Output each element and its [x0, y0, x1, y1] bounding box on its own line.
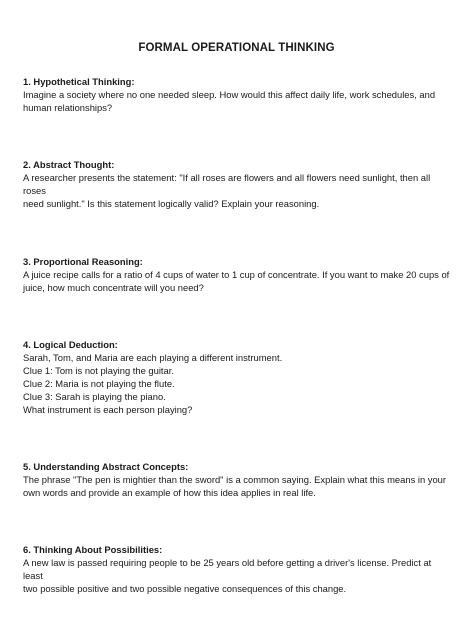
- question-heading: 3. Proportional Reasoning:: [23, 256, 143, 267]
- question-5: [23, 460, 450, 499]
- question-body: [23, 268, 450, 294]
- question-6: [23, 543, 450, 595]
- clue-line: Clue 1: Tom is not playing the guitar.: [23, 365, 174, 376]
- question-body: [23, 351, 450, 416]
- clue-line: Clue 3: Sarah is playing the piano.: [23, 391, 166, 402]
- clue-line: Clue 2: Maria is not playing the flute.: [23, 378, 175, 389]
- question-heading: 2. Abstract Thought:: [23, 159, 115, 170]
- question-heading: 4. Logical Deduction:: [23, 339, 118, 350]
- question-text-line: Sarah, Tom, and Maria are each playing a different instrument.: [23, 352, 283, 363]
- question-body: [23, 171, 450, 210]
- question-text-line: juice, how much concentrate will you need?: [23, 282, 204, 293]
- question-text-line: two possible positive and two possible negative consequences of this change.: [23, 583, 347, 594]
- question-text-line: The phrase "The pen is mightier than the sword" is a common saying. Explain what this means in your: [23, 474, 447, 485]
- question-heading: 6. Thinking About Possibilities:: [23, 544, 163, 555]
- question-body: [23, 473, 450, 499]
- question-heading: 1. Hypothetical Thinking:: [23, 76, 135, 87]
- question-text-line: What instrument is each person playing?: [23, 404, 193, 415]
- question-4: [23, 338, 450, 416]
- question-text-line: A juice recipe calls for a ratio of 4 cups of water to 1 cup of concentrate. If you want to make 20 cups of: [23, 269, 450, 280]
- page-title: FORMAL OPERATIONAL THINKING: [138, 42, 335, 54]
- question-body: [23, 88, 450, 114]
- question-1: [23, 75, 450, 114]
- question-heading: 5. Understanding Abstract Concepts:: [23, 461, 189, 472]
- question-text-line: need sunlight." Is this statement logically valid? Explain your reasoning.: [23, 198, 320, 209]
- question-body: [23, 556, 450, 595]
- question-text-line: own words and provide an example of how this idea applies in real life.: [23, 487, 316, 498]
- question-2: [23, 158, 450, 210]
- question-text-line: A new law is passed requiring people to be 25 years old before getting a driver's license. Predict at least: [23, 557, 432, 581]
- question-text-line: human relationships?: [23, 102, 113, 113]
- question-text-line: A researcher presents the statement: "If all roses are flowers and all flowers need sunlight, then all roses: [23, 172, 431, 196]
- question-3: [23, 255, 450, 294]
- question-text-line: Imagine a society where no one needed sleep. How would this affect daily life, work schedules, and: [23, 89, 436, 100]
